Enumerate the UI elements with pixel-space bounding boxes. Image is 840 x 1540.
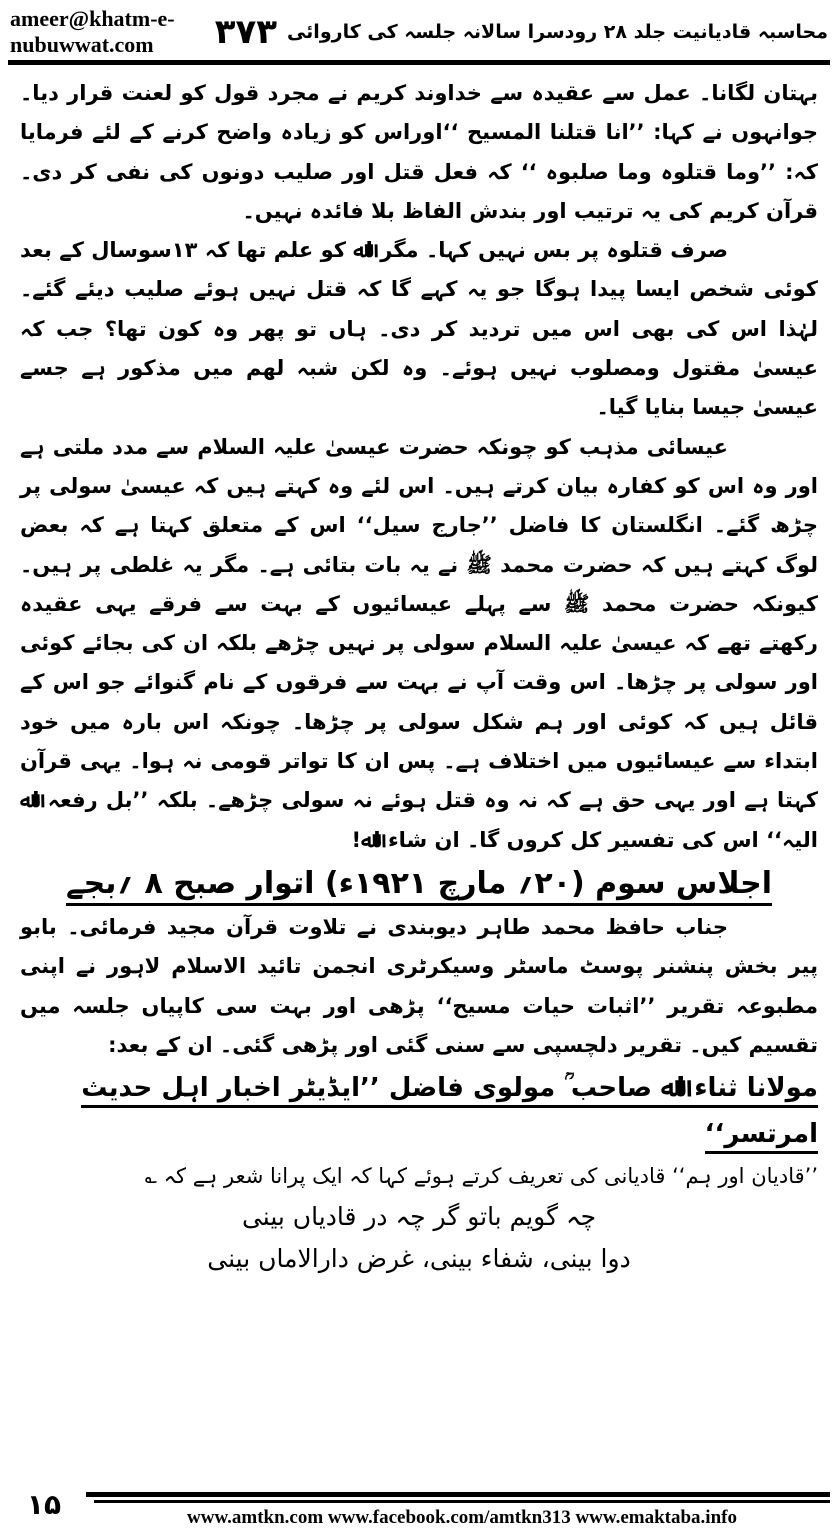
page-footer [0,1484,840,1540]
session-paragraph: جناب حافظ محمد طاہر دیوبندی نے تلاوت قرآن مجید فرمائی۔ بابو پیر بخش پنشنر پوسٹ ماسٹر وسیکرٹری انجمن تائید الاسلام لاہور نے اپنی مطبوعہ تقریر ’’اثبات حیات مسیح‘‘ پڑھی اور بہت سی کاپیاں جلسہ میں تقسیم کیں۔ تقریر دلچسپی سے سنی گئی اور پڑھی گئی۔ ان کے بعد: [20,914,818,1057]
footer-links: www.amtkn.com www.facebook.com/amtkn313 www.emaktaba.info [94,1500,830,1535]
paragraph-1: بہتان لگانا۔ عمل سے عقیدہ سے خداوند کریم نے مجرد قول کو لعنت قرار دیا۔ جوانہوں نے کہا: ’’انا قتلنا المسیح ‘‘اوراس کو زیادہ واضح کرنے کے لئے فرمایا کہ: ’’وما قتلوہ وما صلبوہ ‘‘ کہ فعل قتل اور صلیب دونوں کی نفی کر دی۔ قرآن کریم کی یہ ترتیب اور بندش الفاظ بلا فائدہ نہیں۔ [20,81,818,223]
couplet-line-2: دوا بینی، شفاء بینی، غرض دارالاماں بینی [207,1244,631,1274]
page-header [10,8,828,56]
header-email: ameer@khatm-e-nubuwwat.com [10,6,175,57]
header-rule [8,60,830,65]
paragraph-2: صرف قتلوہ پر بس نہیں کہا۔ مگر اﷲ کو علم تھا کہ ۱۳سوسال کے بعد کوئی شخص ایسا پیدا ہوگا جو یہ کہے گا کہ قتل نہیں ہوئے صلیب دیئے گئے۔ لہٰذا اس کی بھی اس میں تردید کر دی۔ ہاں تو پھر وہ کون تھا؟ جب کہ عیسیٰ مقتول ومصلوب نہیں ہوئے۔ وہ لکن شبہ لھم میں مذکور ہے جسے عیسیٰ جیسا بنایا گیا۔ [20,238,818,420]
session-heading [20,860,818,908]
paragraph-3: عیسائی مذہب کو چونکہ حضرت عیسیٰ علیہ السلام سے مدد ملتی ہے اور وہ اس کو کفارہ بیان کرتے ہیں۔ اس لئے وہ کہتے ہیں کہ عیسیٰ سولی پر چڑھ گئے۔ انگلستان کا فاضل ’’جارج سیل‘‘ اس کے متعلق کہتا ہے کہ بعض لوگ کہتے ہیں کہ حضرت محمد ﷺ نے یہ بات بتائی ہے۔ مگر یہ غلطی پر ہیں۔ کیونکہ حضرت محمد ﷺ سے پہلے عیسائیوں کے بہت سے فرقے یہی عقیدہ رکھتے تھے کہ عیسیٰ علیہ السلام سولی پر نہیں چڑھے بلکہ ان کی بجائے کوئی اور سولی پر چڑھا۔ اس وقت آپ نے بہت سے فرقوں کے نام گنوائے جو اس کے قائل ہیں کہ کوئی اور ہم شکل سولی پر چڑھا۔ چونکہ اس بارہ میں خود ابتداء سے عیسائیوں میں اختلاف ہے۔ پس ان کا تواتر قومی نہ ہوا۔ یہی قرآن کہتا ہے اور یہی حق ہے کہ نہ وہ قتل ہوئے نہ سولی چڑھے۔ بلکہ ’’بل رفعہ اﷲ الیہ‘‘ اس کی تفسیر کل کروں گا۔ ان شاء اﷲ! [20,434,818,852]
speaker-heading [20,1065,818,1157]
header-right [214,12,828,52]
footer-rule [86,1492,830,1497]
speaker-heading-text: مولانا ثناء اﷲ صاحب ؒ مولوی فاضل ’’ایڈیٹر اخبار اہل حدیث امرتسر‘‘ [81,1073,818,1154]
session-heading-text: اجلاس سوم (۲۰؍ مارچ ۱۹۲۱ء) اتوار صبح ۸ ؍بجے [66,866,772,906]
header-page-number: ۳۷۳ [214,12,277,52]
poem-intro: ’’قادیان اور ہم‘‘ قادیانی کی تعریف کرتے ہوئے کہا کہ ایک پرانا شعر ہے کہ ؎ [144,1164,818,1189]
header-title: محاسبہ قادیانیت جلد ۲۸ رودسرا سالانہ جلسہ کی کاروائی [286,21,828,43]
couplet-line-1: چہ گویم باتو گر چہ در قادیاں بینی [241,1202,597,1232]
page-body [20,74,818,1280]
footer-page-number: ۱۵ [26,1487,62,1521]
